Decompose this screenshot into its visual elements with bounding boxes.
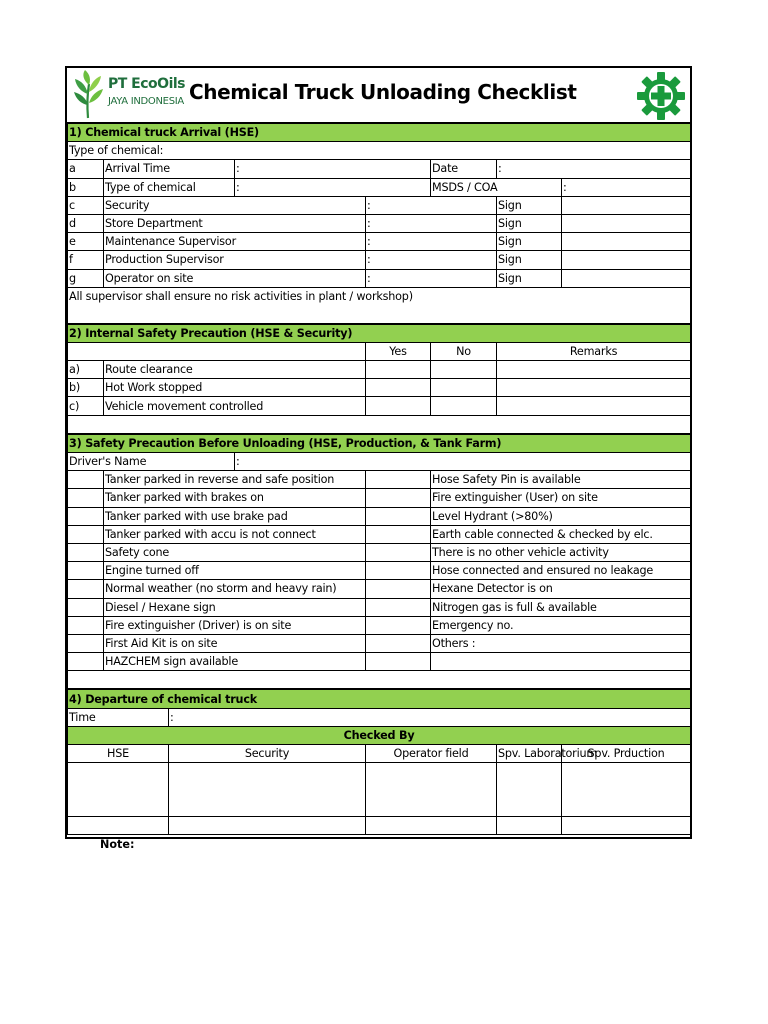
table-row (68, 562, 691, 580)
sign-label: Sign (497, 233, 562, 251)
sign-field[interactable] (562, 269, 691, 287)
row-letter: b (68, 178, 104, 196)
table-row (68, 525, 691, 543)
table-row (68, 178, 691, 196)
section1-heading: 1) Chemical truck Arrival (HSE) (68, 123, 691, 142)
right-check[interactable] (366, 598, 431, 616)
col-yes: Yes (366, 342, 431, 360)
yes-checkbox[interactable] (366, 397, 431, 415)
row-label: Security (104, 196, 366, 214)
row-label: Operator on site (104, 269, 366, 287)
left-item: Engine turned off (104, 562, 366, 580)
blank-cell (68, 342, 366, 360)
left-item: Tanker parked with use brake pad (104, 507, 366, 525)
signer-hse: HSE (68, 745, 169, 763)
right-item: Nitrogen gas is full & available (431, 598, 691, 616)
left-item: First Aid Kit is on site (104, 634, 366, 652)
left-check[interactable] (68, 616, 104, 634)
row-letter: e (68, 233, 104, 251)
table-row (68, 214, 691, 232)
row-label: Vehicle movement controlled (104, 397, 366, 415)
left-check[interactable] (68, 525, 104, 543)
left-check[interactable] (68, 507, 104, 525)
row-label: Type of chemical (104, 178, 235, 196)
signature-box-laboratorium[interactable] (497, 763, 562, 817)
table-row (68, 580, 691, 598)
left-check[interactable] (68, 653, 104, 671)
signature-box-hse[interactable] (68, 763, 169, 817)
row-label: Production Supervisor (104, 251, 366, 269)
table-row (68, 489, 691, 507)
row-right-label: MSDS / COA (431, 178, 562, 196)
row-letter: f (68, 251, 104, 269)
sign-field[interactable] (562, 251, 691, 269)
yes-checkbox[interactable] (366, 379, 431, 397)
right-check[interactable] (366, 507, 431, 525)
store-dept-field[interactable]: : (366, 214, 497, 232)
maintenance-field[interactable]: : (366, 233, 497, 251)
table-row (68, 634, 691, 652)
row-label: Store Department (104, 214, 366, 232)
note-label: Note: (100, 838, 135, 851)
table-row (68, 653, 691, 671)
sign-label: Sign (497, 214, 562, 232)
signer-spv-laboratorium: Spv. Laboratorium (497, 745, 562, 763)
left-item: HAZCHEM sign available (104, 653, 366, 671)
remarks-field[interactable] (497, 361, 691, 379)
left-check[interactable] (68, 598, 104, 616)
name-box-laboratorium[interactable] (497, 817, 562, 835)
left-check[interactable] (68, 471, 104, 489)
security-name-field[interactable]: : (366, 196, 497, 214)
col-no: No (431, 342, 497, 360)
right-check[interactable] (366, 562, 431, 580)
right-check[interactable] (366, 525, 431, 543)
supervisor-note: All supervisor shall ensure no risk activities in plant / workshop) (68, 287, 691, 324)
sign-label: Sign (497, 251, 562, 269)
driver-name-field[interactable]: : (235, 453, 691, 471)
name-box-hse[interactable] (68, 817, 169, 835)
right-check[interactable] (366, 489, 431, 507)
table-row (68, 598, 691, 616)
signer-spv-production: Spv. Prduction (562, 745, 691, 763)
company-logo (71, 70, 183, 120)
no-checkbox[interactable] (431, 379, 497, 397)
left-item: Tanker parked with accu is not connect (104, 525, 366, 543)
left-item: Tanker parked in reverse and safe position (104, 471, 366, 489)
row-label: Maintenance Supervisor (104, 233, 366, 251)
checklist-table (67, 122, 691, 835)
signer-security: Security (169, 745, 366, 763)
right-item: Fire extinguisher (User) on site (431, 489, 691, 507)
time-label: Time (68, 708, 169, 726)
left-check[interactable] (68, 634, 104, 652)
type-of-chemical-field[interactable]: : (235, 178, 431, 196)
right-check[interactable] (366, 634, 431, 652)
left-item: Diesel / Hexane sign (104, 598, 366, 616)
right-item: Hexane Detector is on (431, 580, 691, 598)
row-letter: c) (68, 397, 104, 415)
right-item: Emergency no. (431, 616, 691, 634)
left-item: Tanker parked with brakes on (104, 489, 366, 507)
left-item: Fire extinguisher (Driver) is on site (104, 616, 366, 634)
company-subtitle: JAYA INDONESIA (108, 96, 184, 107)
row-letter: g (68, 269, 104, 287)
departure-time-field[interactable]: : (169, 708, 691, 726)
no-checkbox[interactable] (431, 397, 497, 415)
right-check[interactable] (366, 543, 431, 561)
table-row (68, 471, 691, 489)
table-row (68, 397, 691, 415)
row-letter: a (68, 160, 104, 178)
right-check[interactable] (366, 616, 431, 634)
sign-field[interactable] (562, 214, 691, 232)
no-checkbox[interactable] (431, 361, 497, 379)
right-item: Hose Safety Pin is available (431, 471, 691, 489)
yes-checkbox[interactable] (366, 361, 431, 379)
spacer-row (68, 415, 691, 434)
arrival-time-field[interactable]: : (235, 160, 431, 178)
left-check[interactable] (68, 489, 104, 507)
signature-box-operator[interactable] (366, 763, 497, 817)
checked-by-heading: Checked By (68, 726, 691, 744)
table-row (68, 543, 691, 561)
leaf-logo-icon (71, 70, 107, 120)
header (67, 68, 690, 122)
production-field[interactable]: : (366, 251, 497, 269)
right-item: Others : (431, 634, 691, 652)
date-field[interactable]: : (497, 160, 691, 178)
type-of-chemical-label: Type of chemical: (68, 142, 691, 160)
signature-box-security[interactable] (169, 763, 366, 817)
left-item: Normal weather (no storm and heavy rain) (104, 580, 366, 598)
table-row (68, 269, 691, 287)
row-letter: b) (68, 379, 104, 397)
signature-box-production[interactable] (562, 763, 691, 817)
right-item: Level Hydrant (>80%) (431, 507, 691, 525)
spacer-row (68, 671, 691, 690)
right-item (431, 653, 691, 671)
table-row (68, 196, 691, 214)
right-item: There is no other vehicle activity (431, 543, 691, 561)
table-row (68, 616, 691, 634)
msds-coa-field[interactable]: : (562, 178, 691, 196)
company-name: PT EcoOils (108, 76, 185, 92)
name-box-production[interactable] (562, 817, 691, 835)
row-label: Arrival Time (104, 160, 235, 178)
table-row (68, 379, 691, 397)
page-title: Chemical Truck Unloading Checklist (189, 80, 577, 104)
row-right-label: Date (431, 160, 497, 178)
sign-label: Sign (497, 196, 562, 214)
table-row (68, 233, 691, 251)
remarks-field[interactable] (497, 397, 691, 415)
row-label: Hot Work stopped (104, 379, 366, 397)
signer-operator-field: Operator field (366, 745, 497, 763)
sign-label: Sign (497, 269, 562, 287)
right-item: Earth cable connected & checked by elc. (431, 525, 691, 543)
driver-name-label: Driver's Name (68, 453, 235, 471)
sign-field[interactable] (562, 196, 691, 214)
right-item: Hose connected and ensured no leakage (431, 562, 691, 580)
row-letter: a) (68, 361, 104, 379)
remarks-field[interactable] (497, 379, 691, 397)
section2-heading: 2) Internal Safety Precaution (HSE & Security) (68, 324, 691, 343)
right-check[interactable] (366, 580, 431, 598)
left-check[interactable] (68, 580, 104, 598)
name-box-operator[interactable] (366, 817, 497, 835)
row-letter: d (68, 214, 104, 232)
right-check[interactable] (366, 471, 431, 489)
col-remarks: Remarks (497, 342, 691, 360)
operator-field[interactable]: : (366, 269, 497, 287)
table-row (68, 507, 691, 525)
name-box-security[interactable] (169, 817, 366, 835)
left-check[interactable] (68, 562, 104, 580)
table-row (68, 160, 691, 178)
table-row (68, 361, 691, 379)
section1-heading-row (68, 123, 691, 142)
table-row (68, 251, 691, 269)
checklist-sheet (65, 66, 692, 839)
section3-heading: 3) Safety Precaution Before Unloading (HSE, Production, & Tank Farm) (68, 434, 691, 453)
section4-heading: 4) Departure of chemical truck (68, 689, 691, 708)
row-letter: c (68, 196, 104, 214)
row-label: Route clearance (104, 361, 366, 379)
right-check[interactable] (366, 653, 431, 671)
left-item: Safety cone (104, 543, 366, 561)
green-cross-gear-icon (636, 71, 686, 121)
left-check[interactable] (68, 543, 104, 561)
sign-field[interactable] (562, 233, 691, 251)
